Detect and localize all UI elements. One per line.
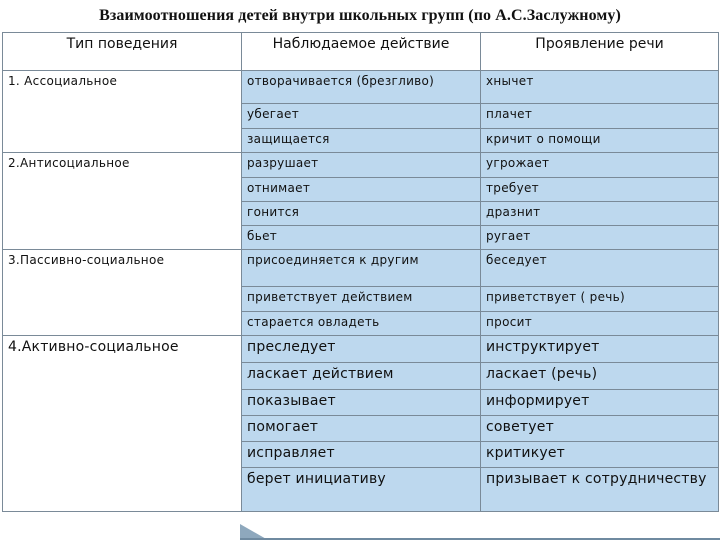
observed-action-cell: отнимает	[242, 178, 481, 202]
speech-manifestation-cell: ругает	[481, 226, 719, 250]
observed-action-cell: присоединяется к другим	[242, 250, 481, 287]
observed-action-cell: старается овладеть	[242, 312, 481, 336]
observed-action-cell: преследует	[242, 336, 481, 363]
table-row	[3, 336, 719, 363]
observed-action-cell: гонится	[242, 202, 481, 226]
behavior-type-cell: 3.Пассивно-социальное	[3, 250, 242, 336]
header-row	[3, 33, 719, 71]
table-row	[3, 153, 719, 178]
behavior-type-cell: 2.Антисоциальное	[3, 153, 242, 250]
slide-bottom-decoration	[0, 522, 720, 540]
header-observed-action: Наблюдаемое действие	[242, 33, 481, 71]
observed-action-cell: показывает	[242, 390, 481, 416]
table-row	[3, 250, 719, 287]
speech-manifestation-cell: угрожает	[481, 153, 719, 178]
behavior-table	[2, 32, 719, 512]
speech-manifestation-cell: хнычет	[481, 71, 719, 104]
speech-manifestation-cell: беседует	[481, 250, 719, 287]
behavior-type-cell: 4.Активно-социальное	[3, 336, 242, 512]
observed-action-cell: помогает	[242, 416, 481, 442]
observed-action-cell: берет инициативу	[242, 468, 481, 512]
header-speech-manifestation: Проявление речи	[481, 33, 719, 71]
observed-action-cell: защищается	[242, 129, 481, 153]
observed-action-cell: отворачивается (брезгливо)	[242, 71, 481, 104]
table-body	[3, 71, 719, 512]
speech-manifestation-cell: советует	[481, 416, 719, 442]
observed-action-cell: бьет	[242, 226, 481, 250]
observed-action-cell: разрушает	[242, 153, 481, 178]
observed-action-cell: убегает	[242, 104, 481, 129]
speech-manifestation-cell: требует	[481, 178, 719, 202]
observed-action-cell: ласкает действием	[242, 363, 481, 390]
speech-manifestation-cell: критикует	[481, 442, 719, 468]
speech-manifestation-cell: призывает к сотрудничеству	[481, 468, 719, 512]
speech-manifestation-cell: плачет	[481, 104, 719, 129]
observed-action-cell: исправляет	[242, 442, 481, 468]
speech-manifestation-cell: ласкает (речь)	[481, 363, 719, 390]
speech-manifestation-cell: информирует	[481, 390, 719, 416]
speech-manifestation-cell: кричит о помощи	[481, 129, 719, 153]
speech-manifestation-cell: дразнит	[481, 202, 719, 226]
behavior-type-cell: 1. Ассоциальное	[3, 71, 242, 153]
decorative-stripe-icon	[0, 522, 720, 540]
speech-manifestation-cell: инструктирует	[481, 336, 719, 363]
page-title: Взаимоотношения детей внутри школьных групп (по А.С.Заслужному)	[99, 7, 621, 24]
table-row	[3, 71, 719, 104]
observed-action-cell: приветствует действием	[242, 287, 481, 312]
speech-manifestation-cell: приветствует ( речь)	[481, 287, 719, 312]
header-behavior-type: Тип поведения	[3, 33, 242, 71]
speech-manifestation-cell: просит	[481, 312, 719, 336]
